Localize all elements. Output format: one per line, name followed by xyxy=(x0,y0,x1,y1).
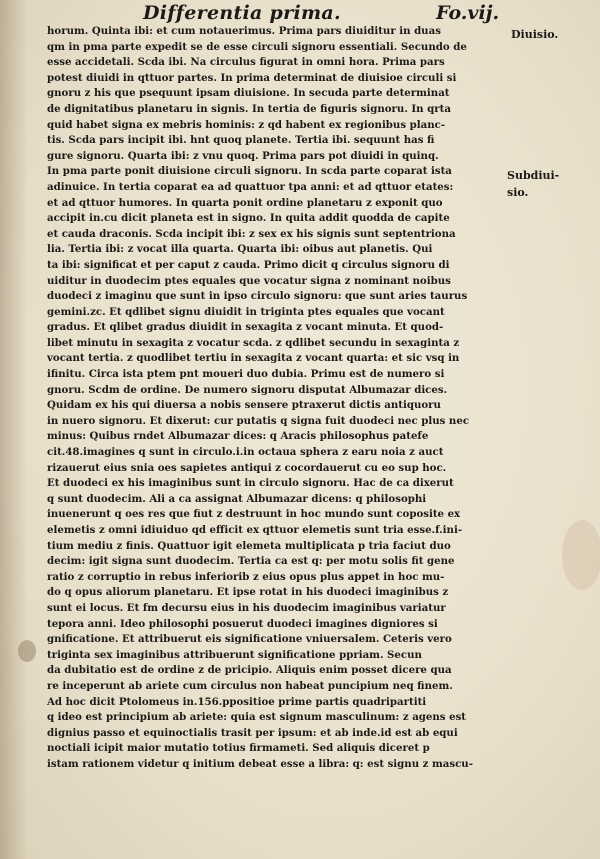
paper-stain xyxy=(562,520,600,590)
text-line: gure signoru. Quarta ibi: z vnu quoq. Prima pars pot diuidi in quinq. xyxy=(47,149,439,162)
text-line: In pma parte ponit diuisione circuli signoru. In scda parte coparat ista xyxy=(47,165,452,178)
text-line: elemetis z omni idiuiduo qd efficit ex qttuor elemetis sunt tria esse.f.ini- xyxy=(47,524,463,536)
text-line: et ad qttuor humores. In quarta ponit ordine planetaru z exponit quo xyxy=(47,196,443,209)
text-line: quid habet signa ex mebris hominis: z qd habent ex regionibus planc- xyxy=(47,118,446,131)
folio-number: Fo.vij. xyxy=(436,2,500,24)
text-line: noctiali icipit maior mutatio totius firmameti. Sed aliquis diceret p xyxy=(47,742,430,755)
text-line: re inceperunt ab ariete cum circulus non habeat puncipium neq finem. xyxy=(47,679,453,692)
text-line: Quidam ex his qui diuersa a nobis sensere ptraxerut dictis antiquoru xyxy=(47,399,441,412)
text-line: istam rationem videtur q initium debeat esse a libra: q: est signu z mascu- xyxy=(47,757,473,770)
text-line: gnoru z his que psequunt ipsam diuisione. In secuda parte determinat xyxy=(47,87,450,100)
margin-note: Subdiui- xyxy=(507,169,560,182)
text-line: lia. Tertia ibi: z vocat illa quarta. Quarta ibi: oibus aut planetis. Qui xyxy=(47,243,433,256)
text-line: gradus. Et qlibet gradus diuidit in sexagita z vocant minuta. Et quod- xyxy=(47,321,444,334)
text-line: rizauerut eius snia oes sapietes antiqui z cocordauerut cu eo sup hoc. xyxy=(47,461,447,474)
text-line: da dubitatio est de ordine z de pricipio. Aliquis enim posset dicere qua xyxy=(47,664,452,677)
text-line: de dignitatibus planetaru in signis. In tertia de figuris signoru. In qrta xyxy=(47,102,451,115)
text-line: gemini.zc. Et qdlibet signu diuidit in triginta ptes equales que vocant xyxy=(47,305,445,318)
text-line: duodeci z imaginu que sunt in ipso circulo signoru: que sunt aries taurus xyxy=(47,290,468,303)
text-line: horum. Quinta ibi: et cum notauerimus. Prima pars diuiditur in duas xyxy=(47,25,441,37)
text-line: adinuice. In tertia coparat ea ad quattuor tpa anni: et ad qttuor etates: xyxy=(47,180,454,193)
running-head-title: Differentia prima. xyxy=(143,2,341,24)
text-line: Et duodeci ex his imaginibus sunt in circulo signoru. Hac de ca dixerut xyxy=(47,477,454,490)
binding-shadow xyxy=(0,0,28,859)
text-line: gnoru. Scdm de ordine. De numero signoru disputat Albumazar dices. xyxy=(47,383,448,396)
text-line: ifinitu. Circa ista ptem pnt moueri duo dubia. Primu est de numero si xyxy=(47,368,445,381)
text-line: potest diuidi in qttuor partes. In prima determinat de diuisioe circuli si xyxy=(47,71,457,84)
text-line: ratio z corruptio in rebus inferiorib z eius opus plus appet in hoc mu- xyxy=(47,570,445,583)
ink-stain xyxy=(18,640,36,662)
text-line: ta ibi: significat et per caput z cauda. Primo dicit q circulus signoru di xyxy=(47,258,450,271)
text-line: Ad hoc dicit Ptolomeus in.156.ppositioe prime partis quadripartiti xyxy=(47,695,427,708)
body-text xyxy=(47,24,505,773)
text-line: gnificatione. Et attribuerut eis significatione vniuersalem. Ceteris vero xyxy=(47,633,452,646)
text-line: tis. Scda pars incipit ibi. hnt quoq planete. Tertia ibi. sequunt has fi xyxy=(47,134,435,147)
margin-note: Diuisio. xyxy=(511,28,559,41)
text-line: q ideo est principium ab ariete: quia est signum masculinum: z agens est xyxy=(47,711,467,724)
text-line: uiditur in duodecim ptes equales que vocatur signa z nominant noibus xyxy=(47,274,451,287)
text-line: qm in pma parte expedit se de esse circuli signoru essentiali. Secundo de xyxy=(47,40,467,53)
text-line: minus: Quibus rndet Albumazar dices: q Aracis philosophus patefe xyxy=(47,430,429,443)
text-line: et cauda draconis. Scda incipit ibi: z sex ex his signis sunt septentriona xyxy=(47,227,456,240)
margin-note: sio. xyxy=(507,186,529,199)
text-line: tium mediu z finis. Quattuor igit elemeta multiplicata p tria faciut duo xyxy=(47,539,451,552)
text-line: do q opus aliorum planetaru. Et ipse rotat in his duodeci imaginibus z xyxy=(47,586,449,599)
text-line: dignius passo et equinoctialis trasit per ipsum: et ab inde.id est ab equi xyxy=(47,726,458,739)
text-line: esse accidetali. Scda ibi. Na circulus figurat in omni hora. Prima pars xyxy=(47,56,445,69)
text-line: libet minutu in sexagita z vocatur scda. z qdlibet secundu in sexaginta z xyxy=(47,336,460,349)
text-line: tepora anni. Ideo philosophi posuerut duodeci imagines digniores si xyxy=(47,617,438,630)
text-line: in nuero signoru. Et dixerut: cur putatis q signa fuit duodeci nec plus nec xyxy=(47,414,470,427)
text-line: inuenerunt q oes res que fiut z destruunt in hoc mundo sunt coposite ex xyxy=(47,508,461,521)
text-line: vocant tertia. z quodlibet tertiu in sexagita z vocant quarta: et sic vsq in xyxy=(47,352,460,365)
text-line: decim: igit signa sunt duodecim. Tertia ca est q: per motu solis fit gene xyxy=(47,555,455,568)
text-line: cit.48.imagines q sunt in circulo.i.in octaua sphera z earu noia z auct xyxy=(47,446,444,459)
text-line: sunt ei locus. Et fm decursu eius in his duodecim imaginibus variatur xyxy=(47,601,446,614)
text-line: accipit in.cu dicit planeta est in signo. In quita addit quodda de capite xyxy=(47,212,450,225)
text-line: triginta sex imaginibus attribuerunt significatione ppriam. Secun xyxy=(47,648,422,661)
text-line: q sunt duodecim. Ali a ca assignat Albumazar dicens: q philosophi xyxy=(47,492,427,505)
